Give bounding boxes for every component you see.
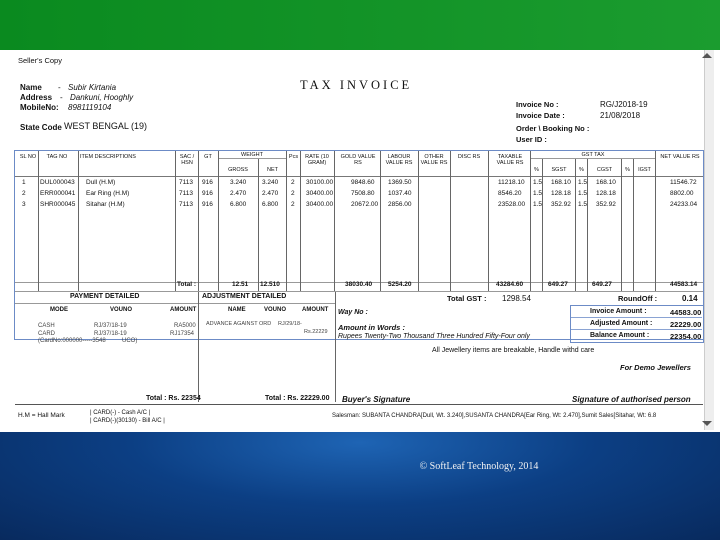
col-pct-cgst: % bbox=[579, 167, 584, 173]
row-labour: 1037.40 bbox=[388, 190, 412, 197]
adjusted-amount-label: Adjusted Amount : bbox=[590, 320, 653, 327]
adj-name-1: ADVANCE AGAINST ORD bbox=[206, 321, 272, 327]
amount-words-label: Amount in Words : bbox=[338, 323, 405, 332]
col-pct-igst: % bbox=[625, 167, 630, 173]
total-gold: 38030.40 bbox=[345, 281, 373, 288]
slide-top-band bbox=[0, 0, 720, 50]
row-cgst-pct: 1.5 bbox=[578, 179, 588, 186]
row-gross: 6.800 bbox=[230, 201, 247, 208]
pay-col-amount: AMOUNT bbox=[170, 307, 197, 313]
pay-col-vouno: VOUNO bbox=[110, 307, 133, 313]
total-label: Total : bbox=[177, 281, 197, 288]
pay-amount-1: RA5000 bbox=[174, 323, 196, 329]
row-sac: 7113 bbox=[179, 190, 193, 197]
row-sgst-pct: 1.5 bbox=[533, 201, 543, 208]
pay-mode-2: CARD bbox=[38, 331, 56, 337]
pay-vouno-1: RJ/37/18-19 bbox=[94, 323, 127, 329]
total-cgst: 649.27 bbox=[592, 281, 612, 288]
col-disc: DISC RS bbox=[457, 154, 481, 160]
row-sac: 7113 bbox=[179, 201, 193, 208]
name-dash: - bbox=[58, 83, 61, 92]
state-value: WEST BENGAL (19) bbox=[64, 121, 148, 131]
adjusted-amount-value: 22229.00 bbox=[670, 320, 702, 329]
row-sgst: 168.10 bbox=[551, 179, 571, 186]
col-net: NET bbox=[267, 167, 278, 173]
roundoff-value: 0.14 bbox=[682, 294, 698, 303]
row-cgst: 168.10 bbox=[596, 179, 616, 186]
col-labour: LABOUR VALUE RS bbox=[385, 154, 413, 166]
row-gt: 916 bbox=[202, 179, 213, 186]
invoice-document bbox=[10, 50, 715, 432]
total-sgst: 649.27 bbox=[548, 281, 568, 288]
total-net: 12.510 bbox=[260, 281, 280, 288]
pay-mode-1: CASH bbox=[38, 323, 55, 329]
row-gold: 9848.60 bbox=[351, 179, 375, 186]
name-label: Name bbox=[20, 83, 42, 92]
salesman-line: Salesman: SUBANTA CHANDRA[Dull, Wt. 3.240],SUSANTA CHANDRA[Ear Ring, Wt: 2.470],Sumit Sales[Sitahar, Wt: 6.8 bbox=[332, 413, 657, 419]
row-tag: SHR000045 bbox=[40, 201, 76, 208]
row-rate: 30400.00 bbox=[306, 190, 334, 197]
row-sl: 2 bbox=[22, 190, 26, 197]
roundoff-label: RoundOff : bbox=[618, 294, 658, 303]
row-taxable: 8546.20 bbox=[498, 190, 522, 197]
row-item: Ear Ring (H.M) bbox=[86, 190, 130, 197]
col-other: OTHER VALUE RS bbox=[420, 154, 448, 166]
col-pct-sgst: % bbox=[534, 167, 539, 173]
copyright-text: © SoftLeaf Technology, 2014 bbox=[419, 461, 539, 472]
row-sl: 1 bbox=[22, 179, 26, 186]
slide-bottom-band bbox=[0, 432, 720, 540]
row-pcs: 2 bbox=[291, 201, 295, 208]
total-taxable: 43284.60 bbox=[496, 281, 524, 288]
state-label: State Code bbox=[20, 123, 62, 132]
row-item: Dull (H.M) bbox=[86, 179, 116, 186]
copy-label: Seller's Copy bbox=[18, 56, 62, 65]
pay-card-tag: UCO) bbox=[122, 338, 138, 344]
row-rate: 30400.00 bbox=[306, 201, 334, 208]
col-rate: RATE (10 GRAM) bbox=[305, 154, 329, 166]
address-dash: - bbox=[60, 93, 63, 102]
row-tag: ERR000041 bbox=[40, 190, 76, 197]
col-gt: GT bbox=[204, 154, 212, 160]
adj-vouno-1: RJ/29/18- bbox=[278, 321, 302, 327]
row-cgst-pct: 1.5 bbox=[578, 201, 588, 208]
row-labour: 1369.50 bbox=[388, 179, 412, 186]
pay-col-mode: MODE bbox=[50, 307, 68, 313]
pay-vouno-2: RJ/37/18-19 bbox=[94, 331, 127, 337]
card-line-1: | CARD(-) - Cash A/C | bbox=[90, 410, 151, 416]
row-sl: 3 bbox=[22, 201, 26, 208]
breakable-note: All Jewellery items are breakable, Handle withd care bbox=[432, 347, 595, 354]
row-gt: 916 bbox=[202, 201, 213, 208]
payment-heading: PAYMENT DETAILED bbox=[70, 293, 140, 300]
col-gst-tax: GST TAX bbox=[581, 152, 605, 158]
total-gst-value: 1298.54 bbox=[502, 294, 531, 303]
row-net: 2.470 bbox=[262, 190, 279, 197]
col-gold: GOLD VALUE RS bbox=[340, 154, 376, 166]
col-tag: TAG NO bbox=[46, 154, 68, 160]
user-id-label: User ID : bbox=[516, 135, 547, 144]
col-item: ITEM DESCRIPTIONS bbox=[80, 154, 136, 160]
row-net-value: 8802.00 bbox=[670, 190, 694, 197]
adj-col-amount: AMOUNT bbox=[302, 307, 329, 313]
col-net-value: NET VALUE RS bbox=[660, 154, 700, 160]
amount-words-value: Rupees Twenty-Two Thousand Three Hundred Fifty-Four only bbox=[338, 333, 530, 340]
address-label: Address bbox=[20, 93, 53, 102]
invoice-date-label: Invoice Date : bbox=[516, 111, 565, 120]
adj-amount-1: Rs.22229 bbox=[304, 329, 328, 335]
pay-amount-2: RJ17354 bbox=[170, 331, 195, 337]
row-sgst-pct: 1.5 bbox=[533, 179, 543, 186]
row-gold: 7508.80 bbox=[351, 190, 375, 197]
row-sac: 7113 bbox=[179, 179, 193, 186]
total-gross: 12.51 bbox=[232, 281, 249, 288]
row-pcs: 2 bbox=[291, 179, 295, 186]
invoice-no-value: RG/J2018-19 bbox=[600, 100, 648, 109]
authorised-signature: Signature of authorised person bbox=[572, 395, 691, 404]
seller-name: Subir Kirtania bbox=[68, 83, 117, 92]
total-labour: 5254.20 bbox=[388, 281, 412, 288]
order-label: Order \ Booking No : bbox=[516, 124, 590, 133]
buyer-signature: Buyer's Signature bbox=[342, 395, 411, 404]
row-gold: 20672.00 bbox=[351, 201, 379, 208]
hallmark-label: H.M = Hall Mark bbox=[18, 412, 65, 419]
invoice-date-value: 21/08/2018 bbox=[600, 111, 641, 120]
balance-amount-label: Balance Amount : bbox=[590, 332, 650, 339]
card-line-2: | CARD(-)(30130) - Bill A/C | bbox=[90, 418, 165, 424]
col-igst: IGST bbox=[638, 167, 651, 173]
col-sl: SL NO bbox=[19, 154, 37, 160]
scroll-down-icon[interactable] bbox=[702, 421, 712, 426]
scroll-up-icon[interactable] bbox=[702, 53, 712, 58]
col-weight: WEIGHT bbox=[241, 152, 263, 158]
way-no-label: Way No : bbox=[338, 309, 368, 316]
pay-card-note: (CardNo:000000-----3548 bbox=[38, 338, 106, 344]
row-net-value: 24233.04 bbox=[670, 201, 698, 208]
invoice-no-label: Invoice No : bbox=[516, 100, 559, 109]
row-item: Sitahar (H.M) bbox=[86, 201, 125, 208]
invoice-amount-value: 44583.00 bbox=[670, 308, 702, 317]
col-cgst: CGST bbox=[596, 167, 613, 173]
total-gst-label: Total GST : bbox=[447, 294, 487, 303]
col-pcs: Pcs bbox=[288, 154, 299, 160]
col-sgst: SGST bbox=[551, 167, 567, 173]
adjustment-total: Total : Rs. 22229.00 bbox=[265, 395, 330, 402]
payment-total: Total : Rs. 22354 bbox=[146, 395, 201, 402]
row-sgst: 128.18 bbox=[551, 190, 571, 197]
col-taxable: TAXABLE VALUE RS bbox=[496, 154, 524, 166]
balance-amount-value: 22354.00 bbox=[670, 332, 702, 341]
col-sac: SAC / HSN bbox=[179, 154, 195, 166]
row-taxable: 23528.00 bbox=[498, 201, 526, 208]
adj-col-vouno: VOUNO bbox=[264, 307, 287, 313]
vertical-scrollbar[interactable] bbox=[704, 50, 714, 430]
seller-address: Dankuni, Hooghly bbox=[70, 93, 134, 102]
row-cgst: 352.92 bbox=[596, 201, 616, 208]
row-sgst: 352.92 bbox=[551, 201, 571, 208]
row-cgst-pct: 1.5 bbox=[578, 190, 588, 197]
row-cgst: 128.18 bbox=[596, 190, 616, 197]
row-net: 6.800 bbox=[262, 201, 279, 208]
row-gross: 3.240 bbox=[230, 179, 247, 186]
row-net: 3.240 bbox=[262, 179, 279, 186]
col-gross: GROSS bbox=[228, 167, 248, 173]
row-pcs: 2 bbox=[291, 190, 295, 197]
mobile-label: MobileNo: bbox=[20, 103, 59, 112]
adjustment-heading: ADJUSTMENT DETAILED bbox=[202, 293, 287, 300]
row-labour: 2856.00 bbox=[388, 201, 412, 208]
row-rate: 30100.00 bbox=[306, 179, 334, 186]
invoice-title: TAX INVOICE bbox=[300, 78, 413, 92]
total-net-value: 44583.14 bbox=[670, 281, 698, 288]
invoice-amount-label: Invoice Amount : bbox=[590, 308, 647, 315]
adj-col-name: NAME bbox=[228, 307, 246, 313]
seller-mobile: 8981119104 bbox=[68, 103, 112, 112]
row-taxable: 11218.10 bbox=[498, 179, 525, 186]
row-sgst-pct: 1.5 bbox=[533, 190, 543, 197]
row-gross: 2.470 bbox=[230, 190, 247, 197]
row-gt: 916 bbox=[202, 190, 213, 197]
row-net-value: 11546.72 bbox=[670, 179, 697, 186]
row-tag: DUL000043 bbox=[40, 179, 75, 186]
for-label: For Demo Jewellers bbox=[620, 363, 691, 372]
